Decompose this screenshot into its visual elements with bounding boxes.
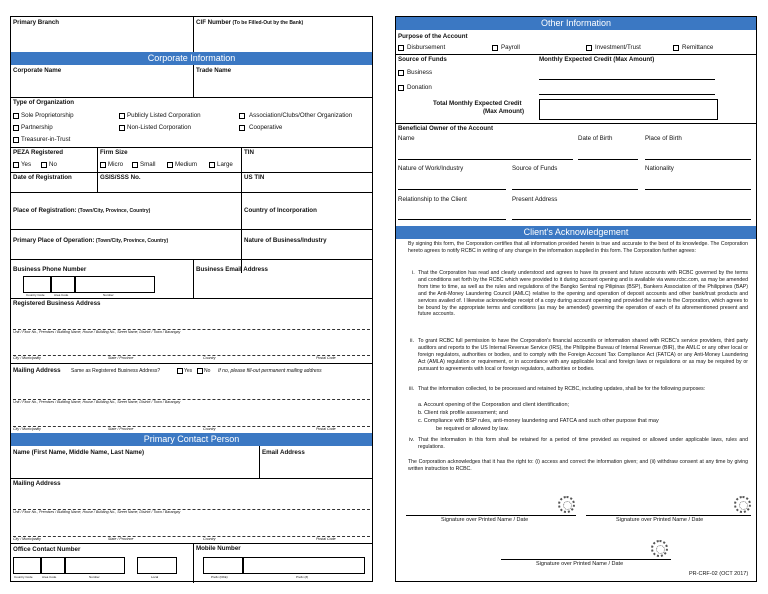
tin-label: TIN xyxy=(244,149,254,156)
office-number-box[interactable] xyxy=(65,557,125,574)
cooperative-label: Cooperative xyxy=(249,124,283,131)
non-listed-checkbox[interactable] xyxy=(119,125,125,131)
business-email-label: Business Email Address xyxy=(196,266,268,273)
remittance-label: Remittance xyxy=(682,44,714,51)
donation-checkbox[interactable] xyxy=(398,85,404,91)
p2-num: ii. xyxy=(410,338,414,344)
payroll-label: Payroll xyxy=(501,44,520,51)
same-as-label: Same as Registered Business Address? xyxy=(71,368,161,374)
ack-point-3c: c. Compliance with BSP rules, anti-money laundering and FATCA and such other purpose that may xyxy=(418,418,659,424)
p4-num: iv. xyxy=(409,437,415,443)
peza-yes-label: Yes xyxy=(21,161,32,168)
primary-contact-header: Primary Contact Person xyxy=(11,433,372,446)
ben-nationality-label: Nationality xyxy=(645,165,674,172)
reg-addr-line1: Unit / Floor No., Premises / Building Name, House / Building No., Street Name, District / Town / Barangay xyxy=(13,330,181,334)
signature-seal-1 xyxy=(558,496,575,513)
business-label: Business xyxy=(407,69,433,76)
office-area-sub: Area Code xyxy=(42,575,57,579)
disbursement-checkbox[interactable] xyxy=(398,45,404,51)
sole-proprietorship-checkbox[interactable] xyxy=(13,113,19,119)
mobile-number-box[interactable] xyxy=(243,557,365,574)
primary-branch-label: Primary Branch xyxy=(13,19,60,26)
sole-proprietorship-label: Sole Proprietorship xyxy=(21,112,74,119)
firm-medium-checkbox[interactable] xyxy=(167,162,173,168)
non-listed-label: Non-Listed Corporation xyxy=(127,124,191,131)
office-country-box[interactable] xyxy=(13,557,41,574)
trade-name-label: Trade Name xyxy=(196,67,232,74)
ack-point-3a: a. Account opening of the Corporation and client identification; xyxy=(418,402,570,408)
place-registration-label xyxy=(13,208,150,214)
place-operation-label xyxy=(13,238,168,244)
same-note: If no, please fill-out permanent mailing address xyxy=(218,368,322,374)
total-monthly-box[interactable] xyxy=(539,99,718,120)
p3-num: iii. xyxy=(409,386,415,392)
place-reg-note: (Town/City, Province, Country) xyxy=(76,208,151,214)
firm-micro-label: Micro xyxy=(108,161,124,168)
office-local-sub: Local xyxy=(151,575,159,579)
firm-size-label: Firm Size xyxy=(100,149,128,156)
contact-email-label: Email Address xyxy=(262,449,305,456)
clients-acknowledgement-header: Client's Acknowledgement xyxy=(396,226,756,239)
association-label: Association/Clubs/Other Organization xyxy=(249,112,353,119)
ben-address-label: Present Address xyxy=(512,196,558,203)
registered-address-label: Registered Business Address xyxy=(13,300,101,307)
area-code-sub: Area Code xyxy=(54,293,69,297)
firm-large-checkbox[interactable] xyxy=(209,162,215,168)
reg-city: City / Municipality xyxy=(13,356,41,360)
peza-label: PEZA Registered xyxy=(13,149,63,156)
place-reg-text: Place of Registration: xyxy=(13,207,77,214)
p1-num: i. xyxy=(412,270,415,276)
disbursement-label: Disbursement xyxy=(407,44,446,51)
ack-point-4: That the information in this form shall be retained for a period of time provided as required or allowed under applicable laws, rules and regulations. xyxy=(418,437,748,450)
signature-seal-3 xyxy=(651,540,668,557)
contact-city: City / Municipality xyxy=(13,537,41,541)
mail-country: Country xyxy=(203,427,216,431)
mail-postal: Postal Code xyxy=(316,427,336,431)
ack-point-2: To grant RCBC full permission to have the Corporation's financial account/s or information shared with RCBC's service providers, third party auditors and reports to the US Internal Revenue Service (IRS), the Philippine Bureau of Internal Revenue (BIR), the AMLC or any other local or foreign regulators, authorities or bodies, and to comply with the Foreign Account Tax Compliance Act (FATCA) or any Anti-Money Laundering Act (AMLA) regulation or requirement, or in accordance with any applicable local and foreign laws or regulations or as may be required by or pursuant to agreements with local or foreign regulators, authorities or bodies. xyxy=(418,338,748,372)
investment-label: Investment/Trust xyxy=(595,44,641,51)
ack-point-3c2: be required or allowed by law. xyxy=(436,426,509,432)
peza-no-checkbox[interactable] xyxy=(41,162,47,168)
reg-country: Country xyxy=(203,356,216,360)
country-incorporation-label: Country of Incorporation xyxy=(244,207,317,214)
treasurer-in-trust-label: Treasurer-in-Trust xyxy=(21,136,71,143)
mobile-number-label: Mobile Number xyxy=(196,545,241,552)
contact-postal: Postal Code xyxy=(316,537,336,541)
mobile-prefix-box[interactable] xyxy=(203,557,243,574)
mobile-prefix-sub: Prefix (DKE) xyxy=(211,575,228,579)
ben-relationship-label: Relationship to the Client xyxy=(398,196,467,203)
same-no-label: No xyxy=(204,368,211,374)
mail-city: City / Municipality xyxy=(13,427,41,431)
corporate-name-label: Corporate Name xyxy=(13,67,62,74)
form-code: PR-CRF-02 (OCT 2017) xyxy=(689,571,749,577)
contact-country: Country xyxy=(203,537,216,541)
contact-mailing-label: Mailing Address xyxy=(13,480,61,487)
firm-medium-label: Medium xyxy=(175,161,198,168)
firm-large-label: Large xyxy=(217,161,233,168)
signature-label-3: Signature over Printed Name / Date xyxy=(536,561,624,567)
donation-label: Donation xyxy=(407,84,432,91)
other-information-header: Other Information xyxy=(396,17,756,30)
payroll-checkbox[interactable] xyxy=(492,45,498,51)
same-yes-checkbox[interactable] xyxy=(177,368,183,374)
mailing-address-label: Mailing Address xyxy=(13,367,61,374)
publicly-listed-checkbox[interactable] xyxy=(119,113,125,119)
area-code-box[interactable] xyxy=(51,276,75,293)
total-max-label: (Max Amount) xyxy=(483,108,525,115)
cooperative-checkbox[interactable] xyxy=(239,125,245,131)
mail-addr-line1: Unit / Floor No., Premises / Building Name, House / Building No., Street Name, District / Town / Barangay xyxy=(13,400,181,404)
country-code-box[interactable] xyxy=(23,276,51,293)
total-monthly-label: Total Monthly Expected Credit xyxy=(433,100,522,107)
place-op-text: Primary Place of Operation: xyxy=(13,237,95,244)
treasurer-in-trust-checkbox[interactable] xyxy=(13,137,19,143)
association-checkbox[interactable] xyxy=(239,113,245,119)
office-local-box[interactable] xyxy=(137,557,177,574)
peza-no-label: No xyxy=(49,161,57,168)
ben-name-label: Name xyxy=(398,135,415,142)
firm-micro-checkbox[interactable] xyxy=(100,162,106,168)
signature-label-1: Signature over Printed Name / Date xyxy=(441,517,529,523)
monthly-credit-label: Monthly Expected Credit (Max Amount) xyxy=(539,56,655,63)
signature-seal-2 xyxy=(734,496,751,513)
type-of-organization-label: Type of Organization xyxy=(13,99,75,106)
ben-source-label: Source of Funds xyxy=(512,165,558,172)
ack-intro: By signing this form, the Corporation certifies that all information provided herein is true and accurate to the best of its knowledge. The Corporation hereto agrees to notify RCBC in writing of any change in the information supplied in this form. The Corporation further agrees: xyxy=(408,241,748,254)
peza-yes-checkbox[interactable] xyxy=(13,162,19,168)
ack-closing: The Corporation acknowledges that it has the right to: (i) access and correct the information given; and (ii) withdraw consent at any time by giving written instruction to RCBC. xyxy=(408,459,748,472)
firm-small-checkbox[interactable] xyxy=(132,162,138,168)
office-contact-label: Office Contact Number xyxy=(13,546,81,553)
right-form-page xyxy=(395,16,757,582)
gsis-sss-label: GSIS/SSS No. xyxy=(100,174,141,181)
purpose-label: Purpose of the Account xyxy=(398,33,468,40)
ben-dob-label: Date of Birth xyxy=(578,135,613,142)
same-no-checkbox[interactable] xyxy=(197,368,203,374)
reg-postal: Postal Code xyxy=(316,356,336,360)
investment-checkbox[interactable] xyxy=(586,45,592,51)
beneficial-owner-label: Beneficial Owner of the Account xyxy=(398,125,494,132)
mail-province: State / Province xyxy=(108,427,134,431)
source-funds-label: Source of Funds xyxy=(398,56,447,63)
remittance-checkbox[interactable] xyxy=(673,45,679,51)
left-form-page xyxy=(10,16,373,582)
country-code-sub: Country Code xyxy=(26,293,45,297)
same-yes-label: Yes xyxy=(184,368,193,374)
corporate-information-header: Corporate Information xyxy=(11,52,372,65)
signature-label-2: Signature over Printed Name / Date xyxy=(616,517,704,523)
business-checkbox[interactable] xyxy=(398,70,404,76)
partnership-checkbox[interactable] xyxy=(13,125,19,131)
date-registration-label: Date of Registration xyxy=(13,174,72,181)
us-tin-label: US TIN xyxy=(244,174,265,181)
cif-note: (To be Filled-Out by the Bank) xyxy=(231,20,304,26)
contact-addr-line1: Unit / Floor No., Premises / Building Name, House / Building No., Street Name, District / Town / Barangay xyxy=(13,510,181,514)
ack-point-1: That the Corporation has read and clearly understood and agrees to have its present and future accounts with RCBC governed by the terms and conditions set forth by the RCBC which were provided to it during account opening and is available via www.rcbc.com, as may be amended from time to time, as well as the rules and regulations of the Bangko Sentral ng Pilipinas (BSP), Bankers Association of the Philippines (BAP) and the Anti-Money Laundering Council (AMLC) relative to the opening and operation of deposit accounts and other bank/trust products and services availed of. I likewise acknowledge receipt of a copy during account opening and provided the same to the Corporation, which agrees to be bound by the appropriate terms and conditions (as may be amended) governing the operation of each of its aforementioned present and future accounts. xyxy=(418,270,748,318)
partnership-label: Partnership xyxy=(21,124,53,131)
number-sub: Number xyxy=(103,293,114,297)
ben-work-label: Nature of Work/Industry xyxy=(398,165,464,172)
phone-number-box[interactable] xyxy=(75,276,155,293)
business-phone-label: Business Phone Number xyxy=(13,266,87,273)
nature-business-label: Nature of Business/Industry xyxy=(244,237,327,244)
firm-small-label: Small xyxy=(140,161,156,168)
cif-number-label xyxy=(196,20,303,26)
place-op-note: (Town/City, Province, Country) xyxy=(94,238,169,244)
office-area-box[interactable] xyxy=(41,557,65,574)
cif-label: CIF Number xyxy=(196,19,232,26)
ben-pob-label: Place of Birth xyxy=(645,135,682,142)
office-country-sub: Country Code xyxy=(14,575,33,579)
mobile-number-sub: Prefix (#) xyxy=(296,575,309,579)
publicly-listed-label: Publicly Listed Corporation xyxy=(127,112,201,119)
ack-point-3b: b. Client risk profile assessment; and xyxy=(418,410,508,416)
ack-point-3: That the information collected, to be processed and retained by RCBC, including updates, shall be for the following purposes: xyxy=(418,386,706,392)
reg-province: State / Province xyxy=(108,356,134,360)
contact-province: State / Province xyxy=(108,537,134,541)
office-number-sub: Number xyxy=(89,575,100,579)
contact-name-label: Name (First Name, Middle Name, Last Name) xyxy=(13,449,145,456)
